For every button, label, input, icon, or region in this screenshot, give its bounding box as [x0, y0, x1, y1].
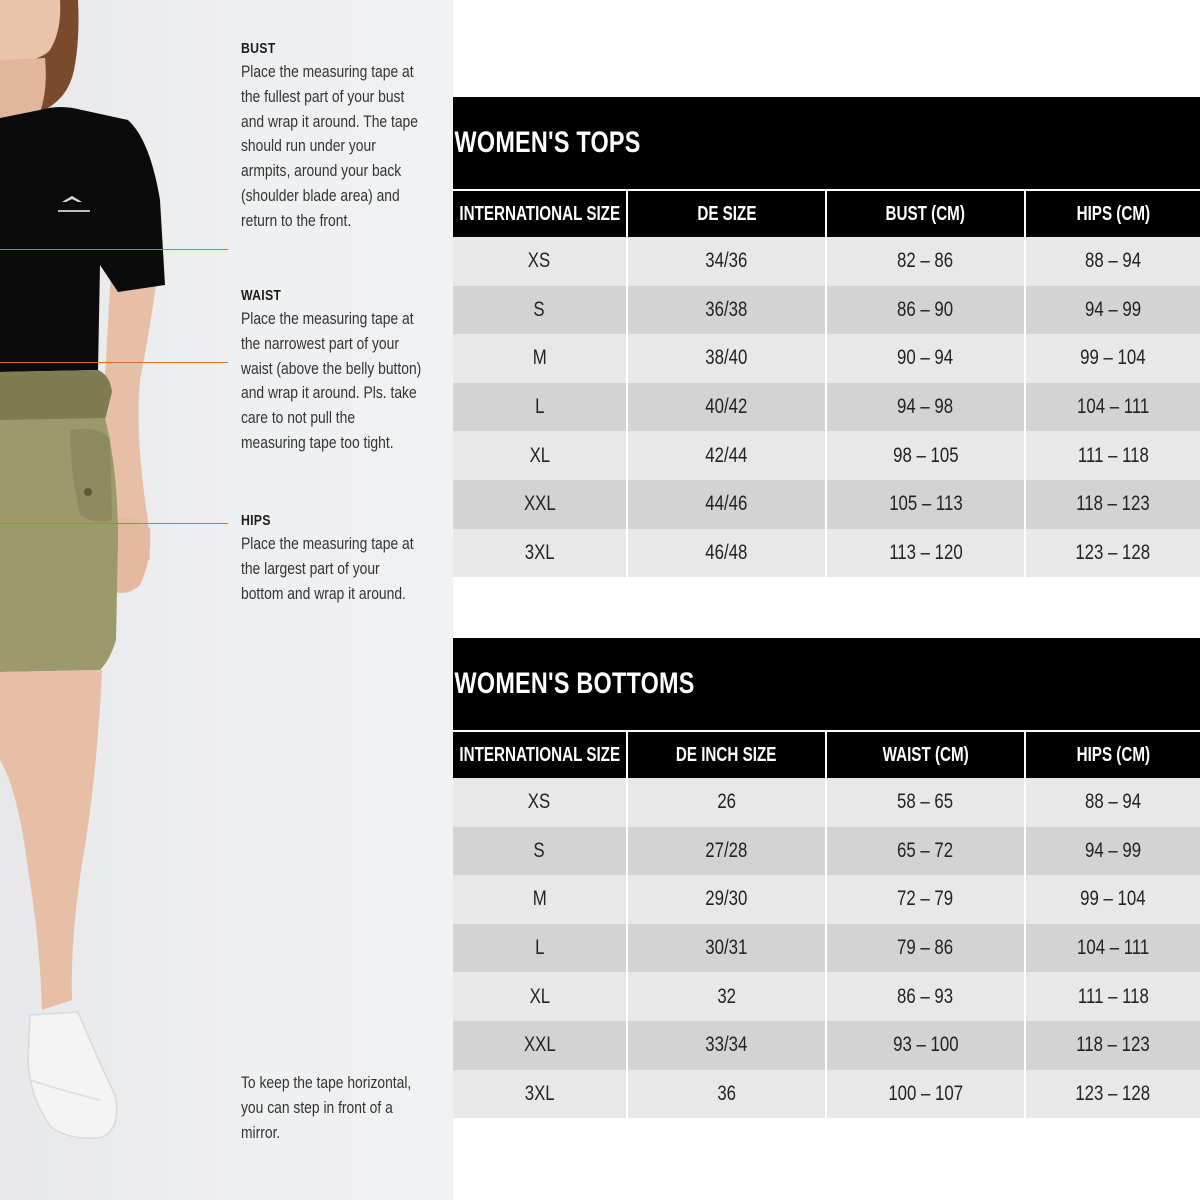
- table-cell: 98 – 105: [827, 431, 1026, 480]
- table-cell: 42/44: [628, 431, 827, 480]
- table-cell: 46/48: [628, 529, 827, 578]
- table-cell: 30/31: [628, 924, 827, 973]
- table-cell: M: [453, 875, 628, 924]
- tops-column-headers: [453, 189, 1200, 237]
- mirror-tip: [241, 1071, 441, 1145]
- table-cell: XXL: [453, 1021, 628, 1070]
- table-row: [453, 529, 1200, 578]
- table-cell: 79 – 86: [827, 924, 1026, 973]
- table-cell: 34/36: [628, 237, 827, 286]
- bust-instruction: [241, 40, 441, 234]
- table-cell: 94 – 99: [1026, 827, 1200, 876]
- table-cell: 72 – 79: [827, 875, 1026, 924]
- table-cell: 90 – 94: [827, 334, 1026, 383]
- table-cell: 44/46: [628, 480, 827, 529]
- table-cell: S: [453, 827, 628, 876]
- table-cell: 111 – 118: [1026, 431, 1200, 480]
- bust-text: Place the measuring tape at the fullest part of your bust and wrap it around. The tape should run under your armpits, around your back (shoulder blade area) and return to the front.: [241, 63, 418, 230]
- table-row: [453, 827, 1200, 876]
- table-cell: L: [453, 924, 628, 973]
- table-cell: 82 – 86: [827, 237, 1026, 286]
- table-cell: 26: [628, 778, 827, 827]
- table-cell: XL: [453, 972, 628, 1021]
- column-header: HIPS (CM): [1026, 732, 1200, 778]
- table-cell: 86 – 90: [827, 286, 1026, 335]
- table-cell: 99 – 104: [1026, 334, 1200, 383]
- table-row: [453, 1021, 1200, 1070]
- table-row: [453, 924, 1200, 973]
- table-cell: 104 – 111: [1026, 924, 1200, 973]
- table-cell: XS: [453, 237, 628, 286]
- table-cell: 94 – 99: [1026, 286, 1200, 335]
- waist-title: WAIST: [241, 287, 282, 304]
- table-cell: 88 – 94: [1026, 778, 1200, 827]
- table-cell: 118 – 123: [1026, 480, 1200, 529]
- mirror-tip-text: To keep the tape horizontal, you can step in front of a mirror.: [241, 1074, 412, 1142]
- bust-guide-line: [0, 249, 228, 250]
- table-row: [453, 875, 1200, 924]
- table-cell: 105 – 113: [827, 480, 1026, 529]
- column-header: DE SIZE: [628, 191, 827, 237]
- table-cell: 58 – 65: [827, 778, 1026, 827]
- table-cell: 65 – 72: [827, 827, 1026, 876]
- table-cell: 93 – 100: [827, 1021, 1026, 1070]
- table-cell: 94 – 98: [827, 383, 1026, 432]
- table-cell: 36: [628, 1070, 827, 1119]
- table-cell: 38/40: [628, 334, 827, 383]
- table-cell: XS: [453, 778, 628, 827]
- table-cell: M: [453, 334, 628, 383]
- waist-instruction: [241, 287, 441, 456]
- column-header: WAIST (CM): [827, 732, 1026, 778]
- bottoms-size-table: [453, 638, 1200, 1118]
- table-cell: 36/38: [628, 286, 827, 335]
- waist-guide-line: [0, 362, 228, 363]
- column-header: INTERNATIONAL SIZE: [453, 191, 628, 237]
- table-cell: S: [453, 286, 628, 335]
- table-cell: 40/42: [628, 383, 827, 432]
- tops-table-body: [453, 237, 1200, 577]
- table-row: [453, 383, 1200, 432]
- table-cell: 113 – 120: [827, 529, 1026, 578]
- table-cell: 104 – 111: [1026, 383, 1200, 432]
- hips-guide-line: [0, 523, 228, 524]
- table-cell: XL: [453, 431, 628, 480]
- table-row: [453, 286, 1200, 335]
- table-row: [453, 334, 1200, 383]
- model-figure-illustration: [0, 0, 240, 1200]
- tops-size-table: [453, 97, 1200, 577]
- table-cell: 3XL: [453, 529, 628, 578]
- table-cell: 111 – 118: [1026, 972, 1200, 1021]
- table-cell: 32: [628, 972, 827, 1021]
- table-cell: 3XL: [453, 1070, 628, 1119]
- table-cell: 118 – 123: [1026, 1021, 1200, 1070]
- bottoms-column-headers: [453, 730, 1200, 778]
- table-cell: 86 – 93: [827, 972, 1026, 1021]
- tops-table-title: WOMEN'S TOPS: [454, 126, 641, 159]
- column-header: DE INCH SIZE: [628, 732, 827, 778]
- table-cell: 99 – 104: [1026, 875, 1200, 924]
- bottoms-table-header: [453, 638, 1200, 730]
- bottoms-table-body: [453, 778, 1200, 1118]
- hips-instruction: [241, 512, 441, 606]
- bottoms-table-title: WOMEN'S BOTTOMS: [454, 667, 695, 700]
- table-cell: 29/30: [628, 875, 827, 924]
- table-row: [453, 237, 1200, 286]
- table-row: [453, 431, 1200, 480]
- waist-text: Place the measuring tape at the narrowest part of your waist (above the belly button) and wrap it around. Pls. take care to not pull the measuring tape too tight.: [241, 310, 422, 452]
- table-cell: 123 – 128: [1026, 529, 1200, 578]
- table-row: [453, 480, 1200, 529]
- table-cell: 123 – 128: [1026, 1070, 1200, 1119]
- model-photo-panel: [0, 0, 453, 1200]
- table-cell: 88 – 94: [1026, 237, 1200, 286]
- table-cell: 100 – 107: [827, 1070, 1026, 1119]
- table-cell: XXL: [453, 480, 628, 529]
- column-header: INTERNATIONAL SIZE: [453, 732, 628, 778]
- table-cell: 33/34: [628, 1021, 827, 1070]
- table-cell: L: [453, 383, 628, 432]
- table-row: [453, 778, 1200, 827]
- tops-table-header: [453, 97, 1200, 189]
- hips-text: Place the measuring tape at the largest part of your bottom and wrap it around.: [241, 535, 414, 603]
- column-header: HIPS (CM): [1026, 191, 1200, 237]
- hips-title: HIPS: [241, 512, 271, 529]
- column-header: BUST (CM): [827, 191, 1026, 237]
- table-row: [453, 972, 1200, 1021]
- table-cell: 27/28: [628, 827, 827, 876]
- bust-title: BUST: [241, 40, 276, 57]
- table-row: [453, 1070, 1200, 1119]
